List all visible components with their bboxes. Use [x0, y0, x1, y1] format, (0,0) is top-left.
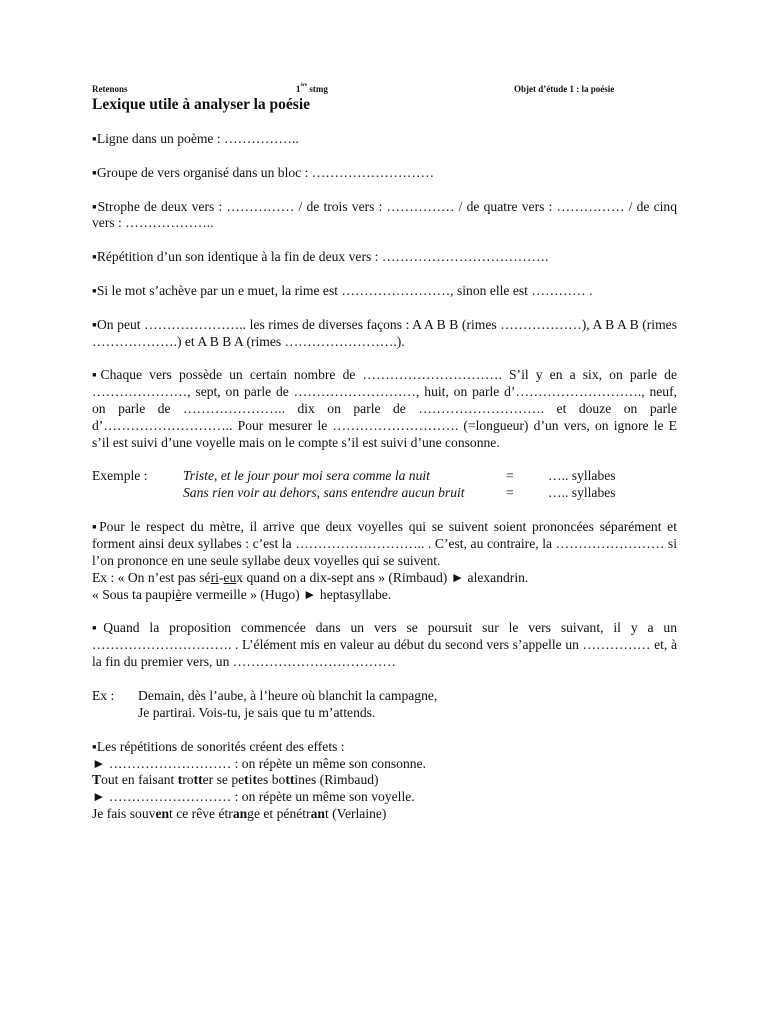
- dierese-ex1-end: x quand on a dix-sept ans » (Rimbaud) ► alexandrin.: [236, 569, 529, 585]
- asso-ex-run: t ce rêve étr: [169, 805, 233, 821]
- allit-ex-run: i: [248, 772, 253, 788]
- example-hugo-label: Ex :: [92, 687, 115, 703]
- allit-ex-run: T: [92, 772, 102, 788]
- allit-ex-run: t: [177, 772, 183, 788]
- example-syllables-2: ….. syllabes: [548, 485, 616, 501]
- dierese-ex2-part: « Sous ta paupi: [92, 586, 176, 602]
- example-hugo: [92, 688, 677, 722]
- sonorites-section: [92, 739, 677, 823]
- example-verse-1: Triste, et le jour pour moi sera comme la nuit: [183, 468, 430, 484]
- dierese-ex1-part: Ex : « On n’est pas sé: [92, 569, 211, 585]
- allit-ex-run: tt: [193, 772, 203, 788]
- header-class-sup: ère: [300, 83, 308, 88]
- header-class: [296, 82, 328, 96]
- dierese-ex1-hyphen: -: [218, 569, 224, 585]
- allit-ex-run: t: [252, 772, 257, 788]
- dierese-example-2: [92, 587, 677, 604]
- page-title: Lexique utile à analyser la poésie: [92, 96, 311, 113]
- example-hugo-line-1: Demain, dès l’aube, à l’heure où blanchit la campagne,: [138, 687, 438, 703]
- allit-ex-run: er se pe: [202, 772, 245, 788]
- dierese-text: ▪Pour le respect du mètre, il arrive que deux voyelles qui se suivent soient prononcées séparément et forment ainsi deux syllabes : c’est la ……………………….. . C’est, au contraire, la …………………… si l’on prononce en une seule syllabe deux voyelles qui se suivent.: [92, 519, 677, 568]
- allit-ex-run: t: [244, 772, 249, 788]
- dierese-example-1: [92, 570, 677, 587]
- example-equals-1: =: [506, 468, 514, 484]
- asso-ex-run: t (Verlaine): [324, 805, 387, 821]
- item-dispositions: ▪On peut ………………….. les rimes de diverses façons : A A B B (rimes ………………), A B A B (rimes ……………….) et A B B A (rimes …………………….).: [92, 316, 677, 349]
- example-verse-2: Sans rien voir au dehors, sans entendre aucun bruit: [183, 485, 465, 501]
- assonance-example: [92, 806, 677, 823]
- document-page: [92, 82, 677, 823]
- allit-ex-run: tt: [285, 772, 295, 788]
- allit-ex-run: ines (Rimbaud): [294, 772, 379, 788]
- dierese-ex1-underline-1: ri: [210, 569, 219, 585]
- asso-ex-run: an: [310, 805, 325, 821]
- dierese-ex2-underline: è: [175, 586, 182, 602]
- example-syllables: [92, 468, 677, 502]
- asso-ex-run: ge et pénétr: [247, 805, 311, 821]
- example-hugo-line-2: Je partirai. Vois-tu, je sais que tu m’attends.: [138, 704, 376, 720]
- example-syllables-1: ….. syllabes: [548, 468, 616, 484]
- item-rime: ▪Répétition d’un son identique à la fin de deux vers : ……………………………….: [92, 249, 549, 265]
- alliteration-def: ► ……………………… : on répète un même son consonne.: [92, 755, 426, 771]
- allit-ex-run: es bo: [257, 772, 286, 788]
- header-class-name: stmg: [307, 84, 328, 94]
- dierese-section: [92, 519, 677, 603]
- header-right: Objet d’étude 1 : la poésie: [514, 84, 615, 94]
- asso-ex-run: en: [155, 805, 170, 821]
- asso-ex-run: an: [232, 805, 248, 821]
- example-label: Exemple :: [92, 468, 148, 484]
- dierese-ex1-underline-2: eu: [223, 569, 237, 585]
- dierese-ex2-end: re vermeille » (Hugo) ► heptasyllabe.: [181, 586, 392, 602]
- sonorites-intro: ▪Les répétitions de sonorités créent des effets :: [92, 738, 345, 754]
- item-genre-rime: ▪Si le mot s’achève par un e muet, la rime est ……………………, sinon elle est ………… .: [92, 282, 593, 298]
- asso-ex-run: Je fais souv: [92, 805, 156, 821]
- allit-ex-run: out en faisant: [101, 772, 178, 788]
- assonance-def: ► ……………………… : on répète un même son voyelle.: [92, 789, 415, 805]
- page-header: [92, 82, 677, 96]
- item-syllabes: ▪Chaque vers possède un certain nombre de …………………………. S’il y en a six, on parle de …………………, sept, on parle de ………………………, huit, on parle d’………………………., neuf, on parle de ………………….. dix on parle de ………………………. et douze on parle d’……………………….. Pour mesurer le ………………………. (=longueur) d’un vers, on ignore le E s’il est suivi d’une voyelle mais on le compte s’il est suivi d’une consonne.: [92, 367, 677, 450]
- alliteration-example: [92, 772, 677, 789]
- enjambement-text: ▪Quand la proposition commencée dans un vers se poursuit sur le vers suivant, il y a un …………………………. . L’élément mis en valeur au début du second vers s’appelle un …………… et, à la fin du premier vers, un ………………………………: [92, 620, 677, 669]
- header-left: Retenons: [92, 84, 128, 94]
- item-strophe: ▪Groupe de vers organisé dans un bloc : ………………………: [92, 164, 435, 180]
- item-types-strophe: ▪Strophe de deux vers : …………… / de trois vers : …………… / de quatre vers : …………… / de cinq vers : ………………..: [92, 198, 677, 231]
- example-equals-2: =: [506, 485, 514, 501]
- item-vers: ▪Ligne dans un poème : ……………..: [92, 131, 299, 146]
- header-class-number: 1: [296, 84, 301, 94]
- allit-ex-run: ro: [182, 772, 194, 788]
